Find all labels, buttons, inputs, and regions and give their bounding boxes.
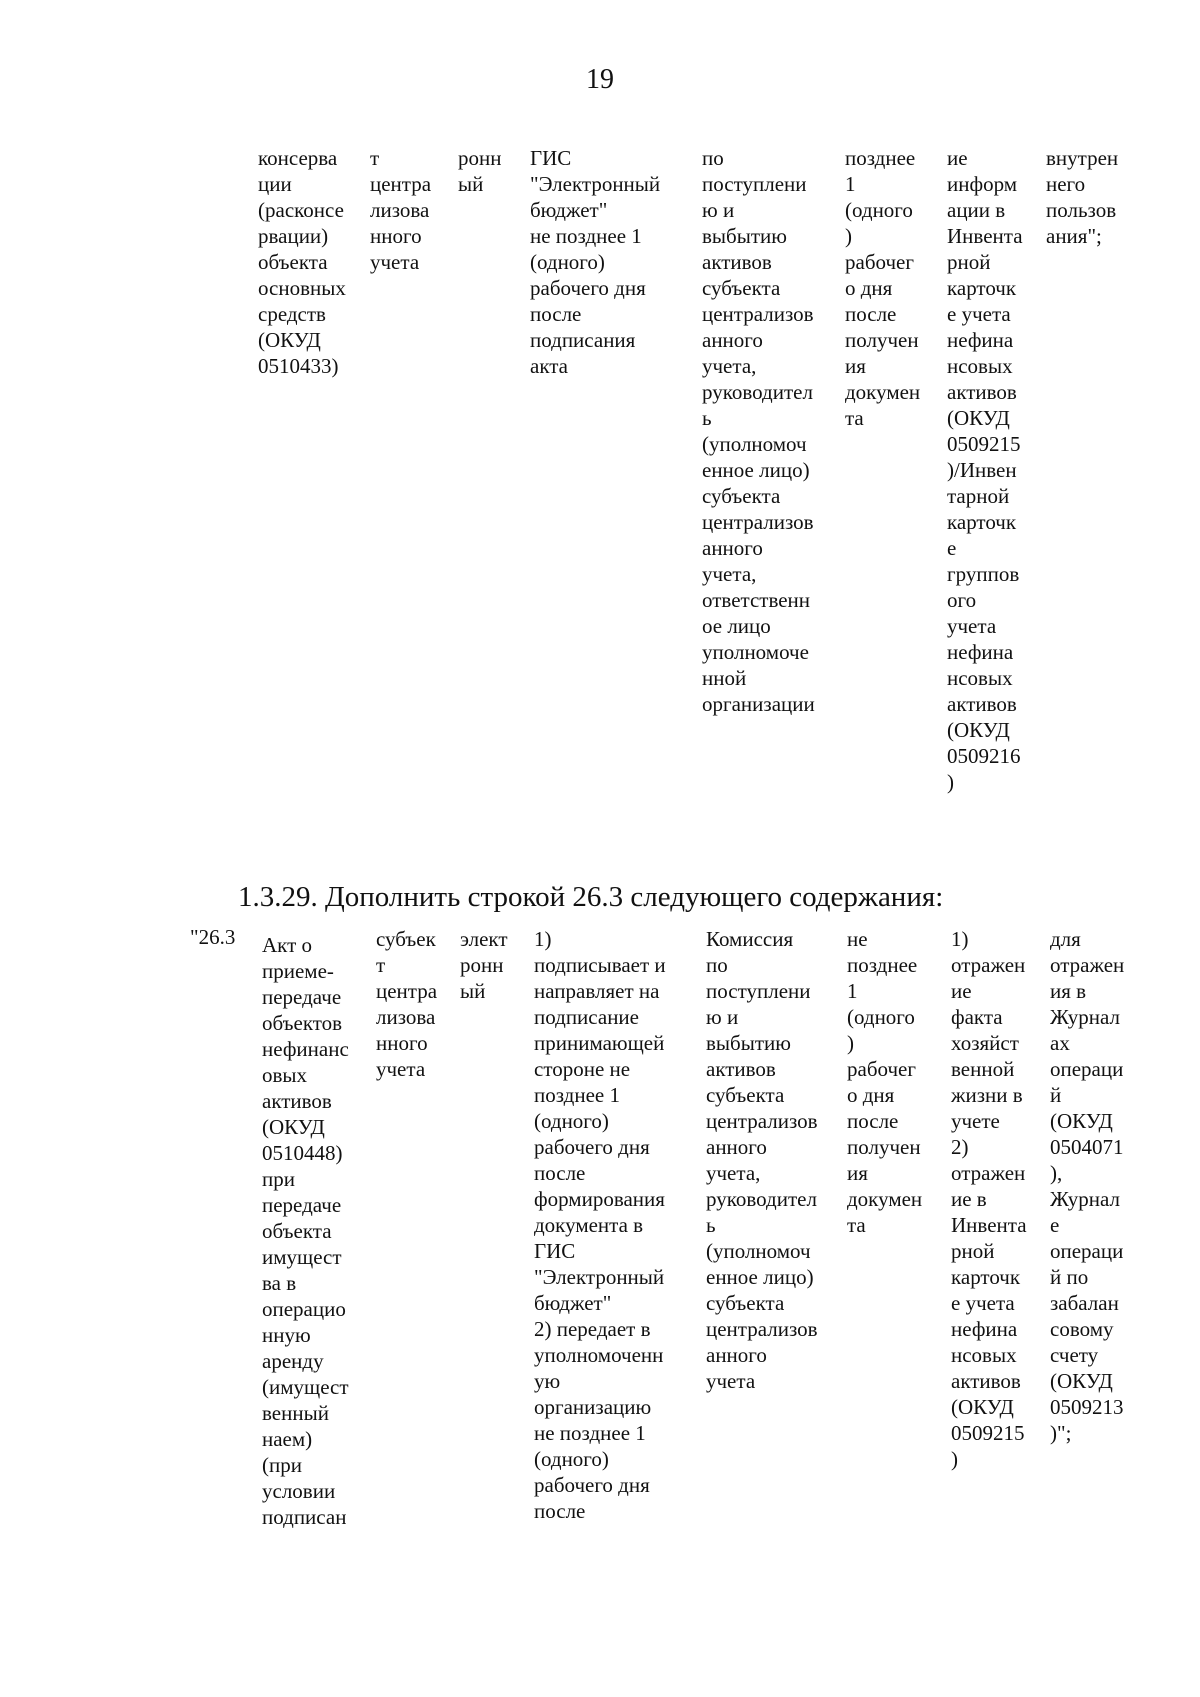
cell-line: "Электронный <box>534 1265 665 1289</box>
cell-line: учета, <box>702 354 757 378</box>
cell-line: (ОКУД <box>947 406 1010 430</box>
cell-line: лизова <box>376 1005 436 1029</box>
section-heading: 1.3.29. Дополнить строкой 26.3 следующего содержания: <box>238 881 944 913</box>
cell-line: нсовых <box>947 666 1013 690</box>
cell-line: анного <box>702 536 763 560</box>
cell-line: стороне не <box>534 1057 631 1081</box>
cell-line: внутрен <box>1046 146 1119 170</box>
cell-line: 0509213 <box>1050 1395 1124 1419</box>
cell-line: условии <box>262 1479 336 1503</box>
cell-line: подписан <box>262 1505 347 1529</box>
cell-line: не <box>847 927 868 951</box>
cell-line: операцио <box>262 1297 346 1321</box>
cell-line: Комиссия <box>706 927 794 951</box>
cell-line: (при <box>262 1453 302 1477</box>
top-col-deadline <box>845 145 920 431</box>
cell-line: жизни в <box>951 1083 1023 1107</box>
cell-line: ) <box>845 224 852 248</box>
cell-line: по <box>706 953 728 977</box>
cell-line: активов <box>702 250 772 274</box>
cell-line: ю и <box>706 1005 739 1029</box>
top-col-purpose <box>1046 145 1118 249</box>
cell-line: 0509216 <box>947 744 1021 768</box>
cell-line: Инвента <box>947 224 1023 248</box>
cell-line: объектов <box>262 1011 343 1035</box>
cell-line: ания"; <box>1046 224 1102 248</box>
cell-line: 0510448) <box>262 1141 343 1165</box>
cell-line: (одного) <box>530 250 605 274</box>
cell-line: та <box>845 406 864 430</box>
cell-line: (одного <box>847 1005 915 1029</box>
cell-line: 0504071 <box>1050 1135 1124 1159</box>
cell-line: субъекта <box>706 1083 785 1107</box>
cell-line: учета <box>947 614 997 638</box>
cell-line: "Электронный <box>530 172 661 196</box>
cell-line: субъекта <box>702 276 781 300</box>
cell-line: активов <box>947 692 1017 716</box>
cell-line: нного <box>370 224 422 248</box>
cell-line: ия <box>845 354 866 378</box>
top-col-preparer <box>370 145 431 275</box>
cell-line: уполномоченн <box>534 1343 664 1367</box>
cell-line: позднее 1 <box>534 1083 620 1107</box>
top-col-signer <box>702 145 815 717</box>
cell-line: Акт о <box>262 933 313 957</box>
cell-line: нефина <box>951 1317 1018 1341</box>
cell-line: имущест <box>262 1245 342 1269</box>
cell-line: (одного <box>845 198 913 222</box>
cell-line: 1) <box>534 927 552 951</box>
cell-line: е <box>1050 1213 1060 1237</box>
cell-line: енное лицо) <box>706 1265 814 1289</box>
bottom-col-purpose <box>1050 926 1124 1446</box>
cell-line: передаче <box>262 1193 342 1217</box>
cell-line: ый <box>458 172 484 196</box>
cell-line: рной <box>951 1239 995 1263</box>
cell-line: ответственн <box>702 588 811 612</box>
cell-line: позднее <box>847 953 918 977</box>
cell-line: рабочего дня <box>534 1473 650 1497</box>
cell-line: (ОКУД <box>1050 1369 1113 1393</box>
bottom-col-document-name <box>262 932 349 1530</box>
cell-line: выбытию <box>702 224 787 248</box>
cell-line: не позднее 1 <box>530 224 642 248</box>
cell-line: (ОКУД <box>1050 1109 1113 1133</box>
cell-line: учета <box>370 250 420 274</box>
cell-line: для <box>1050 927 1081 951</box>
cell-line: него <box>1046 172 1086 196</box>
cell-line: 2) <box>951 1135 969 1159</box>
bottom-col-signer <box>706 926 818 1394</box>
cell-line: акта <box>530 354 569 378</box>
cell-line: ое лицо <box>702 614 771 638</box>
cell-line: й <box>1050 1083 1062 1107</box>
cell-line: 0510433) <box>258 354 339 378</box>
cell-line: (ОКУД <box>262 1115 325 1139</box>
cell-line: руководител <box>706 1187 817 1211</box>
cell-line: 0509215 <box>947 432 1021 456</box>
row-number: "26.3 <box>190 925 236 949</box>
cell-line: докумен <box>845 380 921 404</box>
cell-line: анного <box>706 1135 767 1159</box>
cell-line: руководител <box>702 380 813 404</box>
cell-line: нефина <box>947 328 1014 352</box>
cell-line: центра <box>376 979 438 1003</box>
cell-line: операци <box>1050 1057 1124 1081</box>
cell-line: овых <box>262 1063 308 1087</box>
cell-line: т <box>376 953 386 977</box>
cell-line: ) <box>847 1031 854 1055</box>
bottom-col-reflection <box>951 926 1027 1472</box>
cell-line: 1 <box>845 172 856 196</box>
cell-line: лизова <box>370 198 430 222</box>
cell-line: ), <box>1050 1161 1063 1185</box>
cell-line: о дня <box>845 276 893 300</box>
cell-line: получен <box>845 328 919 352</box>
cell-line: ие в <box>951 1187 987 1211</box>
cell-line: 0509215 <box>951 1421 1025 1445</box>
cell-line: е <box>947 536 957 560</box>
cell-line: элект <box>460 927 508 951</box>
cell-line: центра <box>370 172 432 196</box>
cell-line: учета, <box>702 562 757 586</box>
cell-line: карточк <box>947 510 1017 534</box>
cell-line: ого <box>947 588 977 612</box>
cell-line: (ОКУД <box>951 1395 1014 1419</box>
cell-line: пользов <box>1046 198 1117 222</box>
cell-line: ) <box>947 770 954 794</box>
cell-line: бюджет" <box>534 1291 612 1315</box>
cell-line: ах <box>1050 1031 1070 1055</box>
cell-line: после <box>845 302 897 326</box>
cell-line: (одного) <box>534 1447 609 1471</box>
cell-line: енное лицо) <box>702 458 810 482</box>
cell-line: направляет на <box>534 979 660 1003</box>
cell-line: информ <box>947 172 1018 196</box>
cell-line: хозяйст <box>951 1031 1019 1055</box>
cell-line: докумен <box>847 1187 923 1211</box>
cell-line: счету <box>1050 1343 1099 1367</box>
cell-line: й по <box>1050 1265 1089 1289</box>
cell-line: о дня <box>847 1083 895 1107</box>
cell-line: объекта <box>258 250 328 274</box>
cell-line: активов <box>947 380 1017 404</box>
cell-line: активов <box>706 1057 776 1081</box>
cell-line: ь <box>702 406 712 430</box>
cell-line: подписывает и <box>534 953 666 977</box>
cell-line: факта <box>951 1005 1003 1029</box>
cell-line: субъек <box>376 927 436 951</box>
cell-line: организацию <box>534 1395 652 1419</box>
cell-line: карточк <box>947 276 1017 300</box>
cell-line: бюджет" <box>530 198 608 222</box>
bottom-col-procedure <box>534 926 666 1524</box>
cell-line: централизов <box>706 1109 818 1133</box>
cell-line: нсовых <box>951 1343 1017 1367</box>
cell-line: 2) передает в <box>534 1317 651 1341</box>
cell-line: нной <box>702 666 747 690</box>
cell-line: Журнал <box>1050 1187 1121 1211</box>
cell-line: после <box>534 1499 586 1523</box>
cell-line: (расконсе <box>258 198 344 222</box>
cell-line: рабочег <box>847 1057 916 1081</box>
cell-line: ие <box>951 979 972 1003</box>
cell-line: средств <box>258 302 326 326</box>
cell-line: после <box>534 1161 586 1185</box>
cell-line: )"; <box>1050 1421 1072 1445</box>
cell-line: приеме- <box>262 959 334 983</box>
cell-line: ГИС <box>530 146 572 170</box>
top-col-document-name <box>258 145 346 379</box>
cell-line: т <box>370 146 380 170</box>
cell-line: учете <box>951 1109 1000 1133</box>
cell-line: нефина <box>947 640 1014 664</box>
cell-line: операци <box>1050 1239 1124 1263</box>
cell-line: тарной <box>947 484 1010 508</box>
cell-line: поступлени <box>702 172 807 196</box>
cell-line: нефинанс <box>262 1037 349 1061</box>
cell-line: учета, <box>706 1161 761 1185</box>
cell-line: (ОКУД <box>947 718 1010 742</box>
cell-line: ронн <box>458 146 502 170</box>
cell-line: подписания <box>530 328 636 352</box>
cell-line: подписание <box>534 1005 639 1029</box>
cell-line: после <box>530 302 582 326</box>
cell-line: (одного) <box>534 1109 609 1133</box>
cell-line: централизов <box>702 302 814 326</box>
cell-line: отражен <box>951 953 1026 977</box>
cell-line: нного <box>376 1031 428 1055</box>
cell-line: организации <box>702 692 815 716</box>
cell-line: ия <box>847 1161 868 1185</box>
top-col-procedure <box>530 145 660 379</box>
cell-line: отражен <box>1050 953 1125 977</box>
cell-line: документа в <box>534 1213 644 1237</box>
cell-line: консерва <box>258 146 338 170</box>
cell-line: ый <box>460 979 486 1003</box>
cell-line: ва в <box>262 1271 297 1295</box>
cell-line: формирования <box>534 1187 665 1211</box>
cell-line: ронн <box>460 953 504 977</box>
cell-line: учета <box>376 1057 426 1081</box>
cell-line: е учета <box>951 1291 1015 1315</box>
cell-line: объекта <box>262 1219 332 1243</box>
bottom-col-deadline <box>847 926 922 1238</box>
cell-line: активов <box>262 1089 332 1113</box>
cell-line: е учета <box>947 302 1011 326</box>
cell-line: поступлени <box>706 979 811 1003</box>
cell-line: Журнал <box>1050 1005 1121 1029</box>
cell-line: рабочего дня <box>530 276 646 300</box>
cell-line: совому <box>1050 1317 1114 1341</box>
cell-line: Инвента <box>951 1213 1027 1237</box>
cell-line: (уполномоч <box>706 1239 811 1263</box>
cell-line: ции <box>258 172 292 196</box>
cell-line: позднее <box>845 146 916 170</box>
cell-line: ь <box>706 1213 716 1237</box>
cell-line: (ОКУД <box>258 328 321 352</box>
cell-line: учета <box>706 1369 756 1393</box>
cell-line: наем) <box>262 1427 313 1451</box>
cell-line: анного <box>702 328 763 352</box>
cell-line: не позднее 1 <box>534 1421 646 1445</box>
cell-line: (имущест <box>262 1375 349 1399</box>
cell-line: рной <box>947 250 991 274</box>
cell-line: венной <box>951 1057 1015 1081</box>
cell-line: ую <box>534 1369 561 1393</box>
cell-line: ю и <box>702 198 735 222</box>
cell-line: 1 <box>847 979 858 1003</box>
cell-line: централизов <box>706 1317 818 1341</box>
cell-line: централизов <box>702 510 814 534</box>
cell-line: рабочег <box>845 250 914 274</box>
cell-line: при <box>262 1167 295 1191</box>
cell-line: получен <box>847 1135 921 1159</box>
cell-line: субъекта <box>706 1291 785 1315</box>
cell-line: передаче <box>262 985 342 1009</box>
bottom-col-form <box>460 926 508 1004</box>
cell-line: активов <box>951 1369 1021 1393</box>
cell-line: та <box>847 1213 866 1237</box>
cell-line: отражен <box>951 1161 1026 1185</box>
cell-line: после <box>847 1109 899 1133</box>
cell-line: 1) <box>951 927 969 951</box>
cell-line: забалан <box>1050 1291 1119 1315</box>
cell-line: ие <box>947 146 968 170</box>
cell-line: ия в <box>1050 979 1087 1003</box>
cell-line: выбытию <box>706 1031 791 1055</box>
page-number: 19 <box>586 64 614 95</box>
cell-line: венный <box>262 1401 329 1425</box>
cell-line: по <box>702 146 724 170</box>
cell-line: )/Инвен <box>947 458 1017 482</box>
cell-line: субъекта <box>702 484 781 508</box>
cell-line: ГИС <box>534 1239 576 1263</box>
top-col-reflection <box>947 145 1023 795</box>
cell-line: основных <box>258 276 346 300</box>
cell-line: ации в <box>947 198 1006 222</box>
cell-line: нсовых <box>947 354 1013 378</box>
cell-line: принимающей <box>534 1031 665 1055</box>
bottom-col-preparer <box>376 926 437 1082</box>
cell-line: ) <box>951 1447 958 1471</box>
cell-line: нную <box>262 1323 311 1347</box>
cell-line: рабочего дня <box>534 1135 650 1159</box>
cell-line: анного <box>706 1343 767 1367</box>
cell-line: рвации) <box>258 224 329 248</box>
top-col-form <box>458 145 501 197</box>
cell-line: карточк <box>951 1265 1021 1289</box>
cell-line: группов <box>947 562 1020 586</box>
cell-line: аренду <box>262 1349 324 1373</box>
cell-line: уполномоче <box>702 640 809 664</box>
cell-line: (уполномоч <box>702 432 807 456</box>
